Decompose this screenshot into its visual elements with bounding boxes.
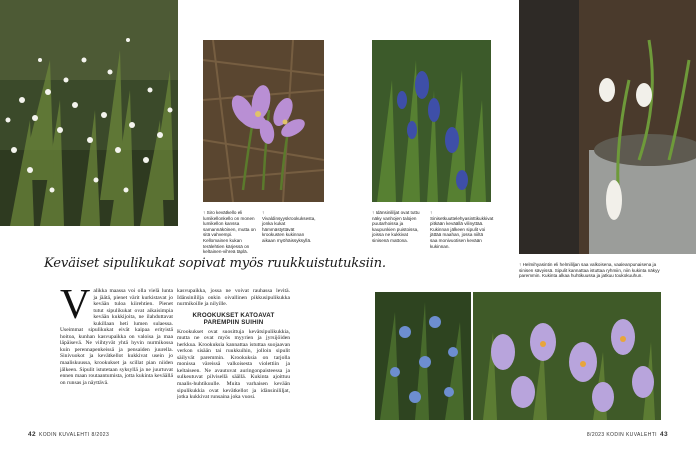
snowdrops-photo	[0, 0, 178, 226]
crocus-photo	[203, 40, 324, 202]
blue-scilla-bottom-photo	[375, 292, 471, 420]
white-muscari-photo	[519, 0, 696, 254]
folio-right: 8/2023 KODIN KUVALEHTI 43	[586, 431, 668, 438]
caption-hyacinth: ↑ Sinisetkuuttelehyasinttikukkivat pitkään keväällä vilinyttää. Kukinnan jälkeen sipulit voi jättää maahan, jossa niiltä saa monivuotisen kevään kukinnan.	[430, 210, 494, 249]
caption-muscari: ↑ Helmihyasintin eli helmililjan saa valkoisena, vaaleanpunaisena ja sinisen sävyissä. Sipulit kannattaa istuttaa ryhmiin, niin kukinta näkyy paremmin. Kukinta alkaa huhtikuussa ja jatkuu toukokuuhun.	[519, 262, 660, 279]
drop-cap: V	[60, 288, 91, 328]
caption-colchicum: ↑ Vivaldinsyyskrookuksesta, jonka kukat hämmästyttävät krookusten kukinnan aikaan myöhäissyksyllä.	[262, 210, 316, 243]
article-subhead: KROOKUKSET KATOAVAT PAREMPIIN SUIHIN	[192, 311, 275, 326]
article-headline: Keväiset sipulikukat sopivat myös ruukkuistutuksiin.	[44, 256, 386, 271]
folio-left: 42 KODIN KUVALEHTI 8/2023	[28, 431, 110, 438]
page-number-left: 42	[28, 431, 37, 438]
caption-scilla: ↑ Idänsinililjat ovat tuttu näky vanhojen talojen puutarhoissa ja kaupunkien puistoissa, joissa ne kukkivat sinisenä mattona.	[372, 210, 420, 243]
article-column-2: kasvupaikka, jossa ne voivat rauhassa levitä. Idänsinililja onkin oivallinen pikkusipulikukka nurmikoille ja nilyille. KROOKUKSET KATOAVAT PAREMPIIN SUIHIN Krookukset ovat suosittuja kevätsipulikukkia, mutta ne ovat myös myyrien ja jyrsijöiden herkkua. Krookuksia kannattaa istuttaa suojaavan verkon sisään tai ruukkuihin, jolloin sipulit säilyvät paremmin. Krookuksia on tarjolla monissa väreissä valkoisesta violettiin ja keltaiseen. Ne avautuvat auringonpaisteessa ja sulkeutuvat pilvisellä säällä. Kukinta ajoittuu maalis-huhtikuulle. Muita varhaisen kevään sipulikukkia ovat kevätkellot ja idänsinililjat, jotka kukkivat runsaina joka vuosi.	[177, 288, 290, 401]
arrow-up-icon: ↑	[372, 210, 375, 215]
caption-snowdrop: ↑ Siro kevätkello eli lumikellonkello on monen lumikellon kanssa samannäköinen, mutta on sitä vahvempi. Kellomainen kukan terälehtien kärjessä on keltainen-vihreä täplä.	[203, 210, 256, 255]
arrow-up-icon: ↑	[430, 210, 433, 215]
article-column-1: V alikka maassa voi olla vielä lunta ja jäätä, pienet värit kurkistavat jo kevään tuloa kiirehtien. Pienet tutut sipulikukat ovat aikaisimpia kevään kukkijoita, ne ilahduttavat kukillaan heti lumen sulaessa. Useimmat sipulikukat eivät kaipaa erityistä hoitoa, kunhan kasvupaikka on valoisa ja maa läpäisevä. Ne viihtyvät yhtä hyvin nurmikossa kuin perennapenkeissä ja pensaiden juurella. Sinivuokot ja kevätkellot kukkivat usein jo maaliskuussa, krookukset ja scillat pian niiden jälkeen. Sipulit istutetaan syksyllä ja ne juurtuvat ennen maan routaantumista, jotta kukinta keväällä on runsas ja näyttävä.	[60, 288, 173, 386]
arrow-up-icon: ↑	[519, 262, 522, 267]
arrow-up-icon: ↑	[262, 210, 265, 215]
page-number-right: 43	[659, 431, 668, 438]
scilla-photo	[372, 40, 491, 202]
violet-crocus-bottom-photo	[473, 292, 661, 420]
arrow-up-icon: ↑	[203, 210, 206, 215]
